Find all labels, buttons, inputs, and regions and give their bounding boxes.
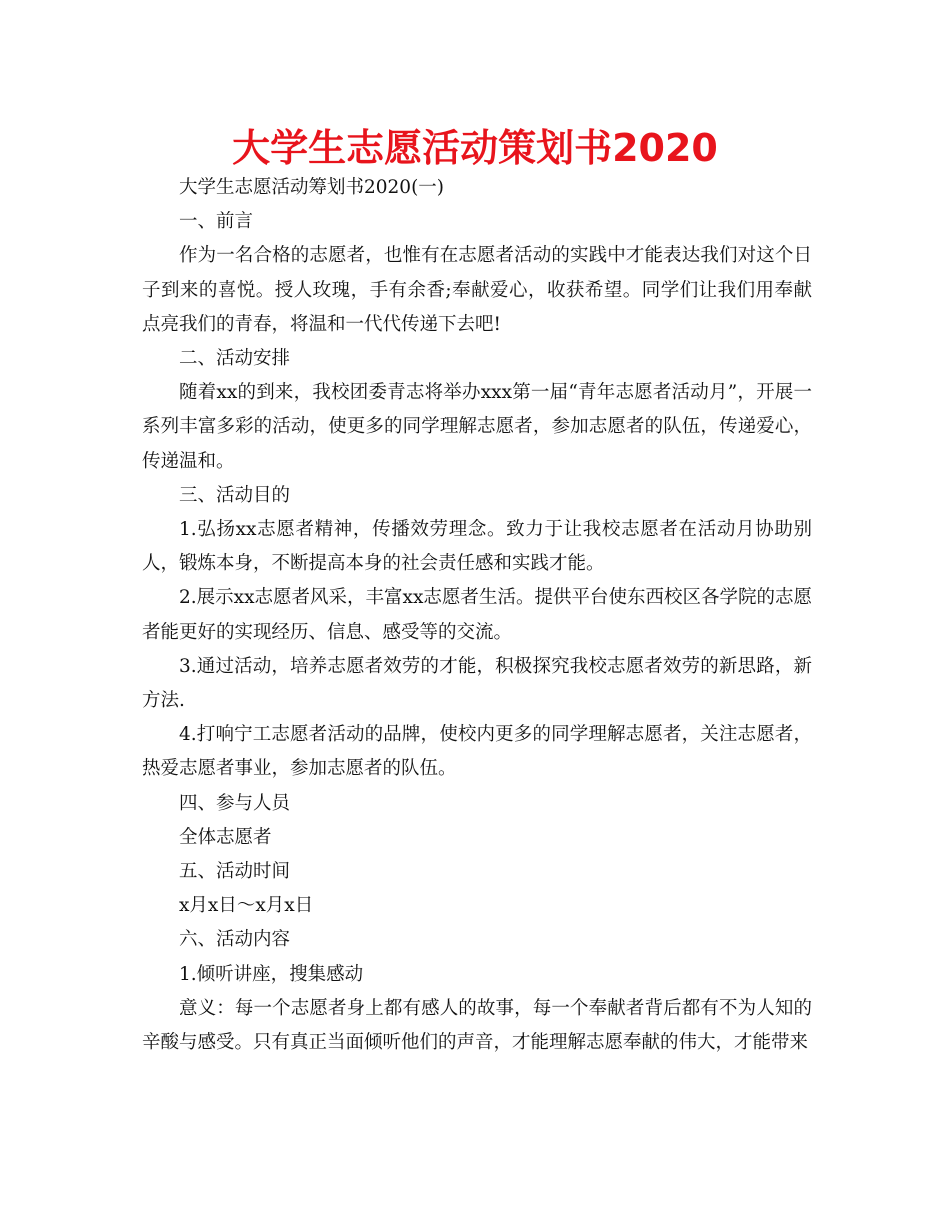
list-item: 2.展示xx志愿者风采，丰富xx志愿者生活。提供平台使东西校区各学院的志愿者能更好的实现经历、信息、感受等的交流。 [142, 587, 812, 643]
section-heading-purpose: 三、活动目的 [179, 484, 291, 506]
paragraph: 全体志愿者 [179, 826, 272, 848]
section-heading-arrangement: 二、活动安排 [179, 348, 291, 370]
list-item: 3.通过活动，培养志愿者效劳的才能，积极探究我校志愿者效劳的新思路，新方法. [142, 655, 812, 712]
paragraph-subtitle: 大学生志愿活动筹划书2020(一) [179, 177, 445, 198]
section-heading-preface: 一、前言 [179, 211, 254, 233]
document-title: 大学生志愿活动策划书2020 [232, 126, 718, 170]
paragraph: 作为一名合格的志愿者，也惟有在志愿者活动的实践中才能表达我们对这个日子到来的喜悦。授人玫瑰，手有余香;奉献爱心，收获希望。同学们让我们用奉献点亮我们的青春，将温和一代代传递下去吧! [142, 245, 812, 335]
paragraph: 随着xx的到来，我校团委青志将举办xxx第一届“青年志愿者活动月”，开展一系列丰富多彩的活动，使更多的同学理解志愿者，参加志愿者的队伍，传递爱心，传递温和。 [142, 382, 812, 472]
list-item: 1.弘扬xx志愿者精神，传播效劳理念。致力于让我校志愿者在活动月协助别人，锻炼本身，不断提高本身的社会责任感和实践才能。 [142, 519, 812, 575]
section-heading-content: 六、活动内容 [179, 929, 291, 951]
paragraph: x月x日～x月x日 [179, 895, 314, 917]
section-heading-participants: 四、参与人员 [179, 792, 291, 814]
list-item: 4.打响宁工志愿者活动的品牌，使校内更多的同学理解志愿者，关注志愿者，热爱志愿者事业，参加志愿者的队伍。 [142, 724, 812, 780]
list-item: 1.倾听讲座，搜集感动 [179, 963, 364, 985]
section-heading-time: 五、活动时间 [179, 861, 291, 883]
paragraph: 意义：每一个志愿者身上都有感人的故事，每一个奉献者背后都有不为人知的辛酸与感受。只有真正当面倾听他们的声音，才能理解志愿奉献的伟大，才能带来 [142, 997, 812, 1054]
document-body [142, 171, 812, 1060]
